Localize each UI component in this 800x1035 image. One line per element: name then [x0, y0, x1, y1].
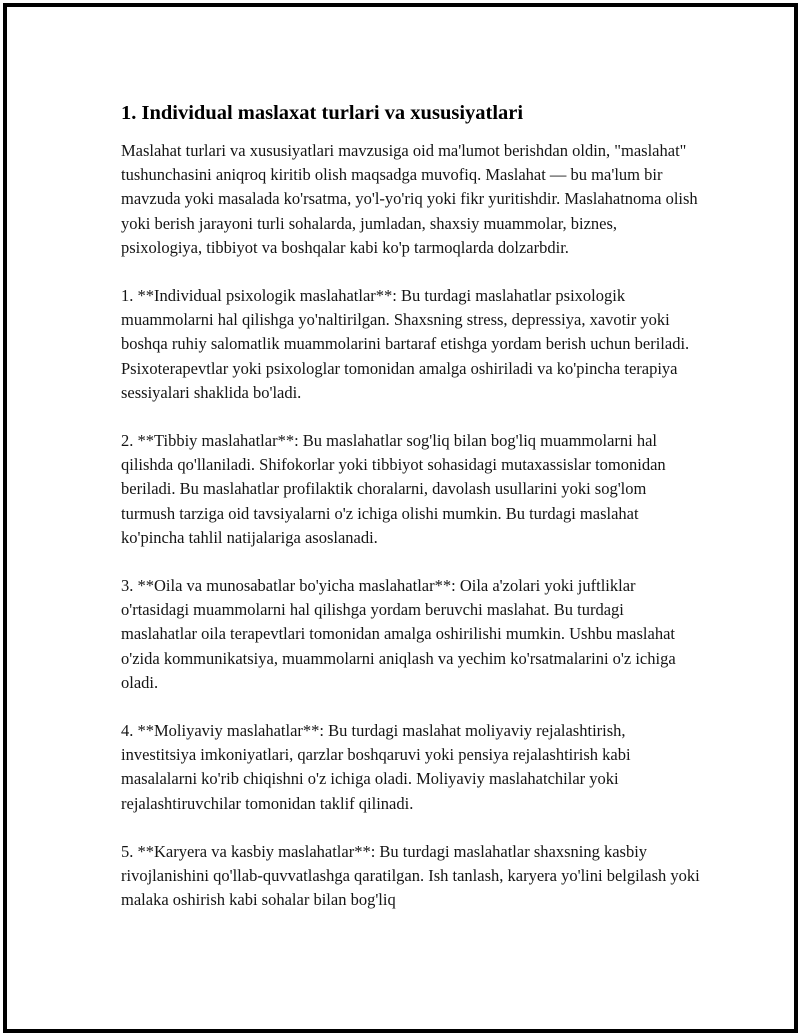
paragraph-career-advice: 5. **Karyera va kasbiy maslahatlar**: Bu turdagi maslahatlar shaxsning kasbiy rivojlanishini qo'llab-quvvatlashga qaratilgan. Ish tanlash, karyera yo'lini belgilash yoki malaka oshirish kabi sohalar bilan bog'liq — [121, 841, 700, 910]
paragraph-family-advice: 3. **Oila va munosabatlar bo'yicha maslahatlar**: Oila a'zolari yoki juftliklar o'rtasidagi muammolarni hal qilishga yordam beruvchi maslahat. Bu turdagi maslahatlar oila terapevtlari tomonidan amalga oshirilishi mumkin. Ushbu maslahat o'zida kommunikatsiya, muammolarni aniqlash va yechim ko'rsatmalarini o'z ichiga oladi. — [121, 576, 676, 692]
paragraph-medical-advice: 2. **Tibbiy maslahatlar**: Bu maslahatlar sog'liq bilan bog'liq muammolarni hal qilishda qo'llaniladi. Shifokorlar yoki tibbiyot sohasidagi mutaxassislar tomonidan beriladi. Bu maslahatlar profilaktik choralarni, davolash usullarini yoki sog'lom turmush tarziga oid tavsiyalarni o'z ichiga olishi mumkin. Bu turdagi maslahat ko'pincha tahlil natijalariga asoslanadi. — [121, 431, 666, 547]
intro-paragraph: Maslahat turlari va xususiyatlari mavzusiga oid ma'lumot berishdan oldin, "maslahat" tushunchasini aniqroq kiritib olish maqsadga muvofiq. Maslahat — bu ma'lum bir mavzuda yoki masalada ko'rsatma, yo'l-yo'riq yoki fikr yuritishdir. Maslahatnoma olish yoki berish jarayoni turli sohalarda, jumladan, shaxsiy muammolar, biznes, psixologiya, tibbiyot va boshqalar kabi ko'p tarmoqlarda dolzarbdir. — [121, 141, 698, 257]
page-frame — [3, 3, 798, 1033]
document-body — [121, 99, 701, 936]
paragraph-financial-advice: 4. **Moliyaviy maslahatlar**: Bu turdagi maslahat moliyaviy rejalashtirish, investitsiya imkoniyatlari, qarzlar boshqaruvi yoki pensiya rejalashtirish kabi masalalarni ko'rib chiqishni o'z ichiga oladi. Moliyaviy maslahatchilar yoki rejalashtiruvchilar tomonidan taklif qilinadi. — [121, 721, 631, 813]
paragraph-psychological-advice: 1. **Individual psixologik maslahatlar**: Bu turdagi maslahatlar psixologik muammolarni hal qilishga yo'naltirilgan. Shaxsning stress, depressiya, xavotir yoki boshqa ruhiy salomatlik muammolarini bartaraf etishga yordam berish uchun beriladi. Psixoterapevtlar yoki psixologlar tomonidan amalga oshiriladi va ko'pincha terapiya sessiyalari shaklida bo'ladi. — [121, 286, 690, 402]
section-heading: 1. Individual maslaxat turlari va xususiyatlari — [121, 102, 524, 124]
